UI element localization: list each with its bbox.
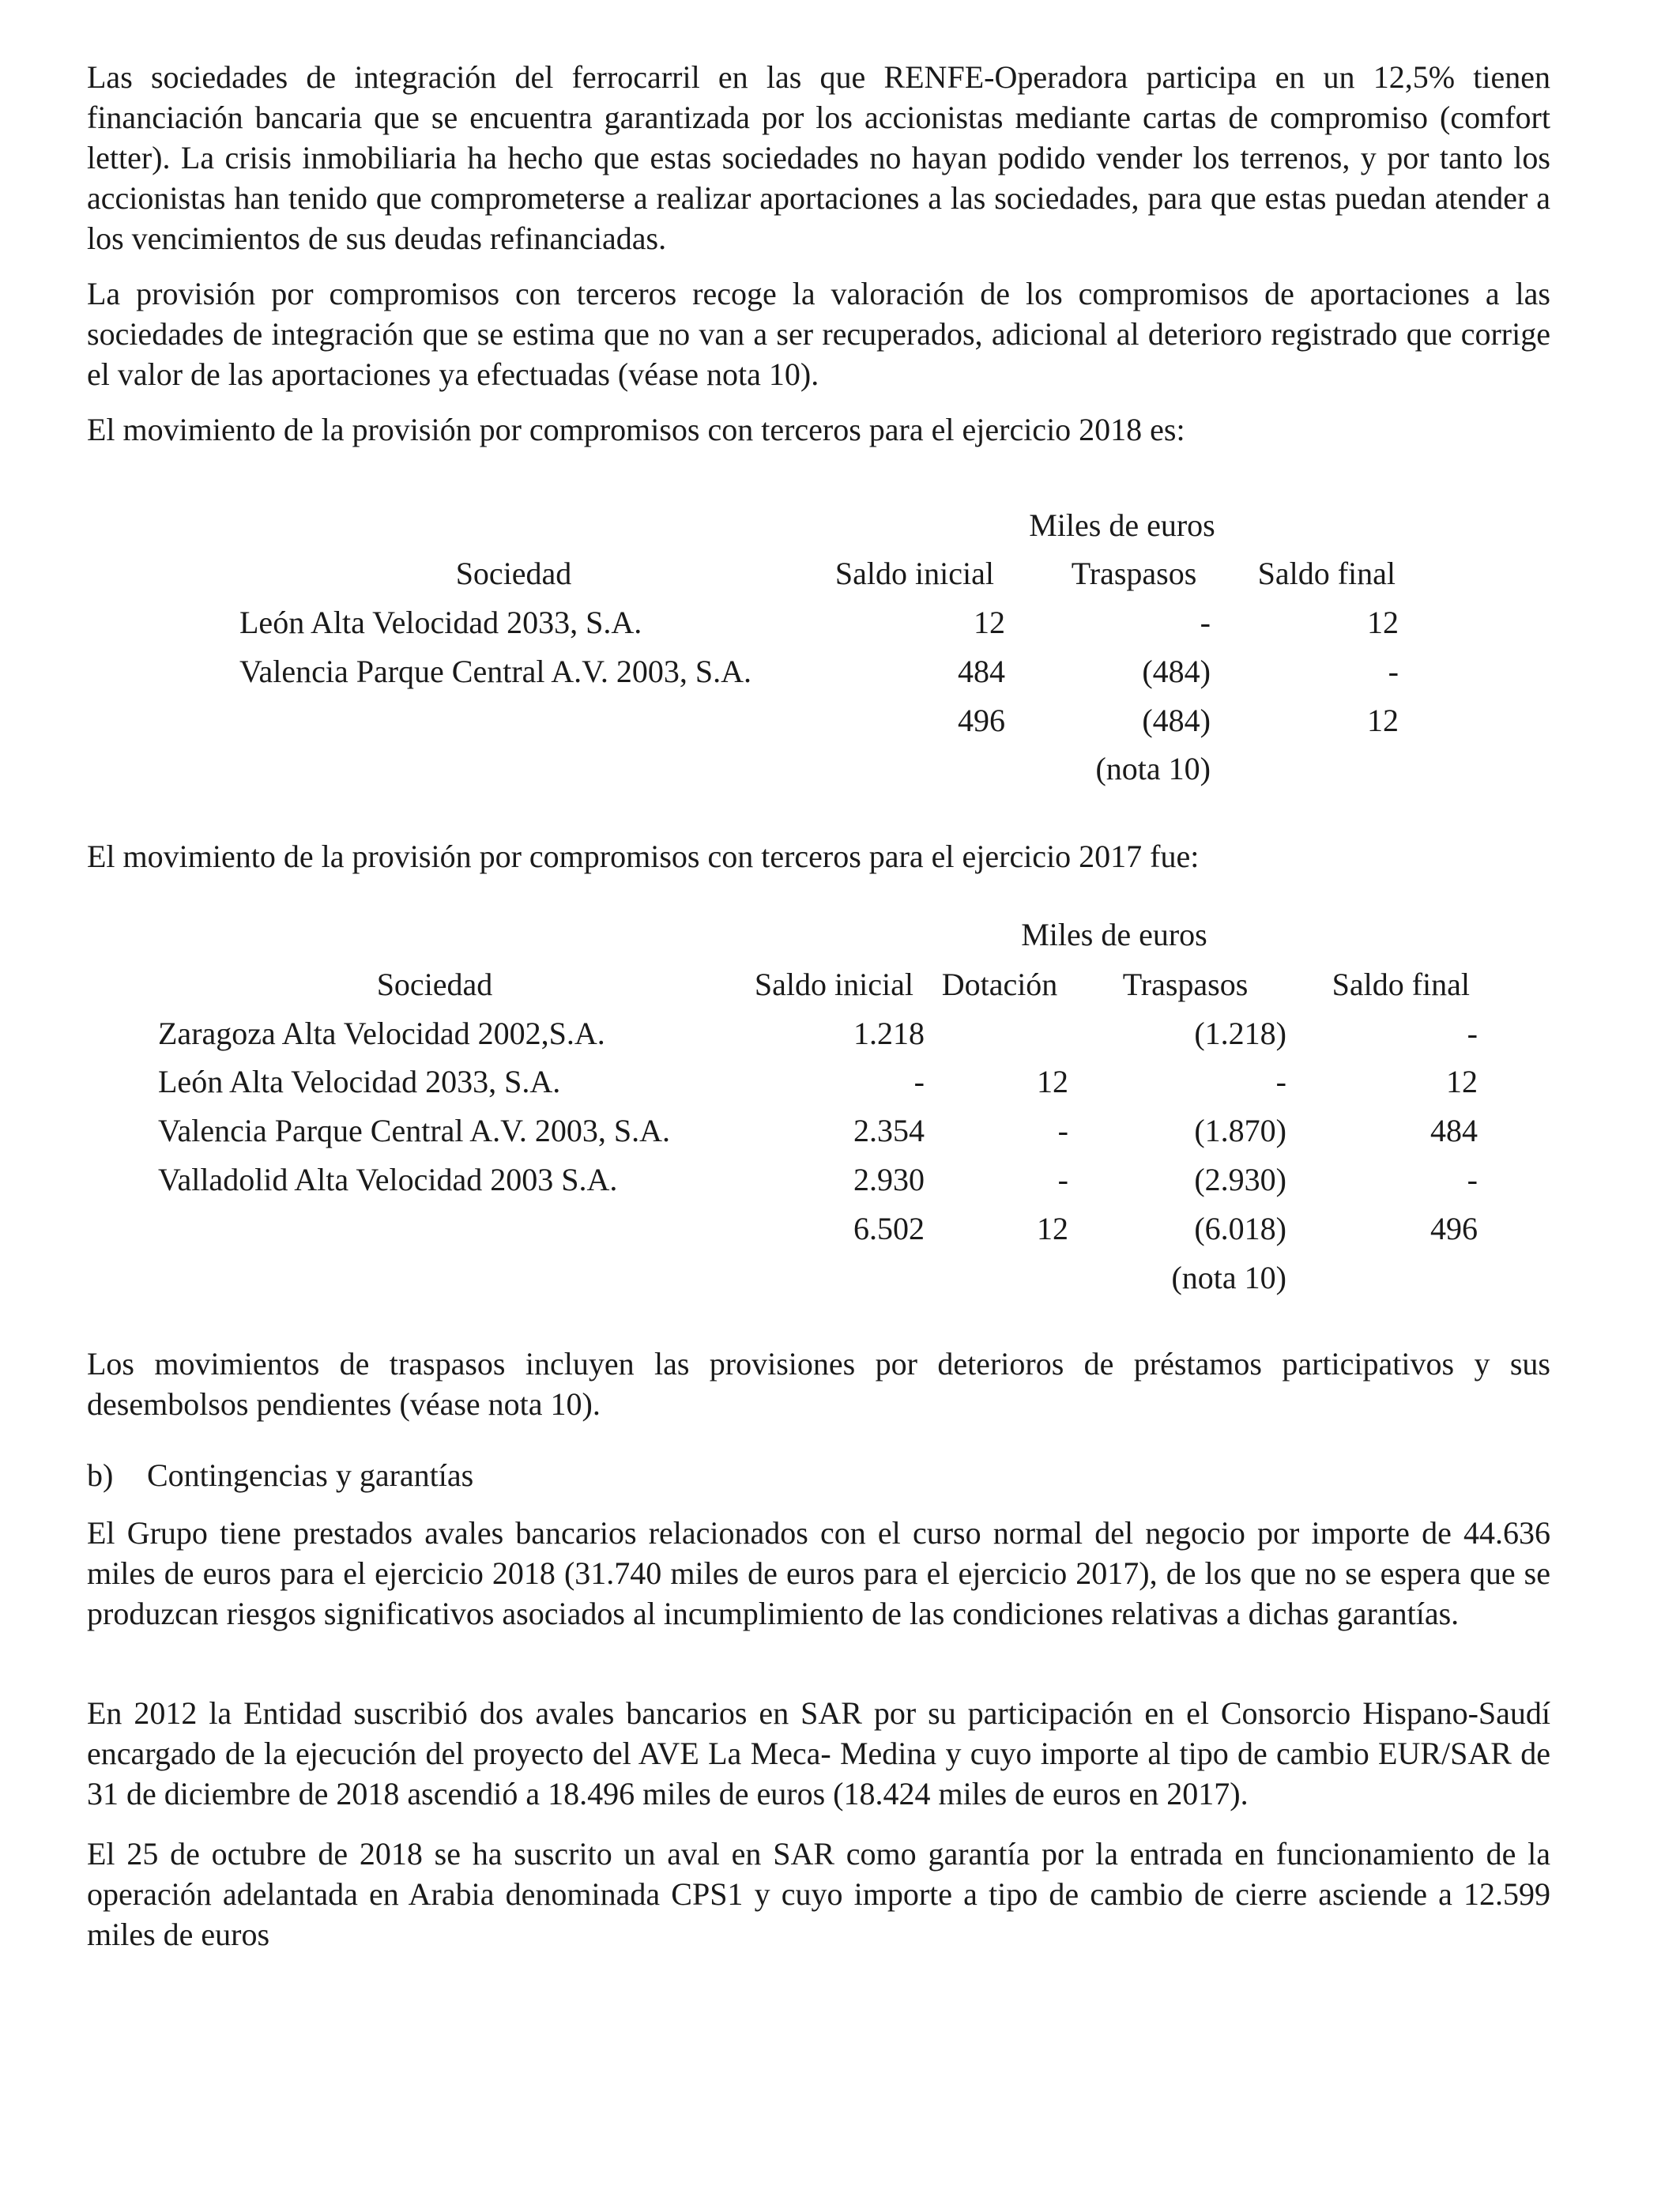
table-2018-header-sociedad: Sociedad [455,556,572,591]
table-2018-total-saldo-inicial: 496 [958,703,1005,738]
table-2017-row-2-sociedad: León Alta Velocidad 2033, S.A. [158,1064,561,1099]
table-2018-unit: Miles de euros [1029,507,1215,543]
table-2017-row-2-saldo-final: 12 [1446,1064,1478,1099]
table-2017-row-4-sociedad: Valladolid Alta Velocidad 2003 S.A. [158,1162,618,1197]
table-2017-row-3-saldo-final: 484 [1430,1113,1478,1148]
table-2018-row-1-saldo-final: 12 [1367,605,1399,640]
table-2018-header-traspasos: Traspasos [1071,556,1197,591]
table-2018-note: (nota 10) [1095,751,1211,786]
section-heading-b [87,1456,473,1495]
paragraph-provision-compromisos: La provisión por compromisos con terceros recoge la valoración de los compromisos de aportaciones a las sociedades de integración que se estima que no van a ser recuperados, adicional al deterioro registrado que corrige el valor de las aportaciones ya efectuadas (véase nota 10). [87,276,1550,392]
table-2017-row-4-traspasos: (2.930) [1194,1162,1286,1197]
table-2018-total-saldo-final: 12 [1367,703,1399,738]
table-2017-unit: Miles de euros [1021,917,1207,952]
table-2017-header-sociedad: Sociedad [376,967,493,1002]
intro-table-2017: El movimiento de la provisión por compromisos con terceros para el ejercicio 2017 fue: [87,839,1200,874]
paragraph-avales-bancarios: El Grupo tiene prestados avales bancarios relacionados con el curso normal del negocio por importe de 44.636 miles de euros para el ejercicio 2018 (31.740 miles de euros para el ejercicio 2017), de los que no se espera que se produzcan riesgos significativos asociados al incumplimiento de las condiciones relativas a dichas garantías. [87,1515,1550,1631]
table-2017-row-3-sociedad: Valencia Parque Central A.V. 2003, S.A. [158,1113,671,1148]
table-2017-note: (nota 10) [1171,1260,1286,1295]
table-2018-row-2-sociedad: Valencia Parque Central A.V. 2003, S.A. [239,654,752,689]
table-2018-total-traspasos: (484) [1142,703,1211,738]
table-2017-header-traspasos: Traspasos [1122,967,1249,1002]
paragraph-aval-cps1: El 25 de octubre de 2018 se ha suscrito un aval en SAR como garantía por la entrada en funcionamiento de la operación adelantada en Arabia denominada CPS1 y cuyo importe a tipo de cambio de cierre asciende a 12.599 miles de euros [87,1836,1550,1952]
table-2017-row-3-traspasos: (1.870) [1194,1113,1286,1148]
table-2017-row-1-sociedad: Zaragoza Alta Velocidad 2002,S.A. [158,1016,605,1051]
table-2017-row-4-saldo-inicial: 2.930 [853,1162,925,1197]
table-2018-row-1-saldo-inicial: 12 [974,605,1005,640]
table-2017-header-saldo-final: Saldo final [1332,967,1470,1002]
table-2017-row-2-traspasos: - [1275,1064,1286,1099]
table-2017-header-saldo-inicial: Saldo inicial [754,967,913,1002]
table-2018-row-1-sociedad: León Alta Velocidad 2033, S.A. [239,605,642,640]
section-heading-title: Contingencias y garantías [147,1457,474,1493]
paragraph-traspasos: Los movimientos de traspasos incluyen las provisiones por deterioros de préstamos participativos y sus desembolsos pendientes (véase nota 10). [87,1346,1550,1422]
table-2018-row-2-traspasos: (484) [1142,654,1211,689]
table-2017-row-4-dotacion: - [1057,1162,1068,1197]
table-2017-row-3-saldo-inicial: 2.354 [853,1113,925,1148]
table-2018-header-saldo-inicial: Saldo inicial [834,556,994,591]
table-2017-row-2-saldo-inicial: - [913,1064,925,1099]
table-2017-row-3-dotacion: - [1057,1113,1068,1148]
table-2018-row-1-traspasos: - [1200,605,1211,640]
table-2018-row-2-saldo-inicial: 484 [958,654,1005,689]
table-2017-row-2-dotacion: 12 [1037,1064,1068,1099]
table-2018-row-2-saldo-final: - [1388,654,1399,689]
table-2017-row-1-saldo-inicial: 1.218 [853,1016,925,1051]
table-2017-row-1-saldo-final: - [1467,1016,1478,1051]
paragraph-avales-sar-2012: En 2012 la Entidad suscribió dos avales bancarios en SAR por su participación en el Consorcio Hispano-Saudí encargado de la ejecución del proyecto del AVE La Meca- Medina y cuyo importe al tipo de cambio EUR/SAR de 31 de diciembre de 2018 ascendió a 18.496 miles de euros (18.424 miles de euros en 2017). [87,1695,1550,1811]
intro-table-2018: El movimiento de la provisión por compromisos con terceros para el ejercicio 2018 es: [87,412,1185,447]
table-2017-total-traspasos: (6.018) [1194,1211,1286,1246]
table-2018-header-saldo-final: Saldo final [1257,556,1396,591]
section-heading-marker: b) [87,1457,114,1493]
paragraph-sociedades-integracion: Las sociedades de integración del ferrocarril en las que RENFE-Operadora participa en un 12,5% tienen financiación bancaria que se encuentra garantizada por los accionistas mediante cartas de compromiso (comfort letter). La crisis inmobiliaria ha hecho que estas sociedades no hayan podido vender los terrenos, y por tanto los accionistas han tenido que comprometerse a realizar aportaciones a las sociedades, para que estas puedan atender a los vencimientos de sus deudas refinanciadas. [87,59,1550,256]
table-2017-total-saldo-final: 496 [1430,1211,1478,1246]
table-2017-header-dotacion: Dotación [941,967,1058,1002]
table-2017-total-saldo-inicial: 6.502 [853,1211,925,1246]
table-2017-row-4-saldo-final: - [1467,1162,1478,1197]
table-2017-row-1-traspasos: (1.218) [1194,1016,1286,1051]
table-2017-total-dotacion: 12 [1037,1211,1068,1246]
